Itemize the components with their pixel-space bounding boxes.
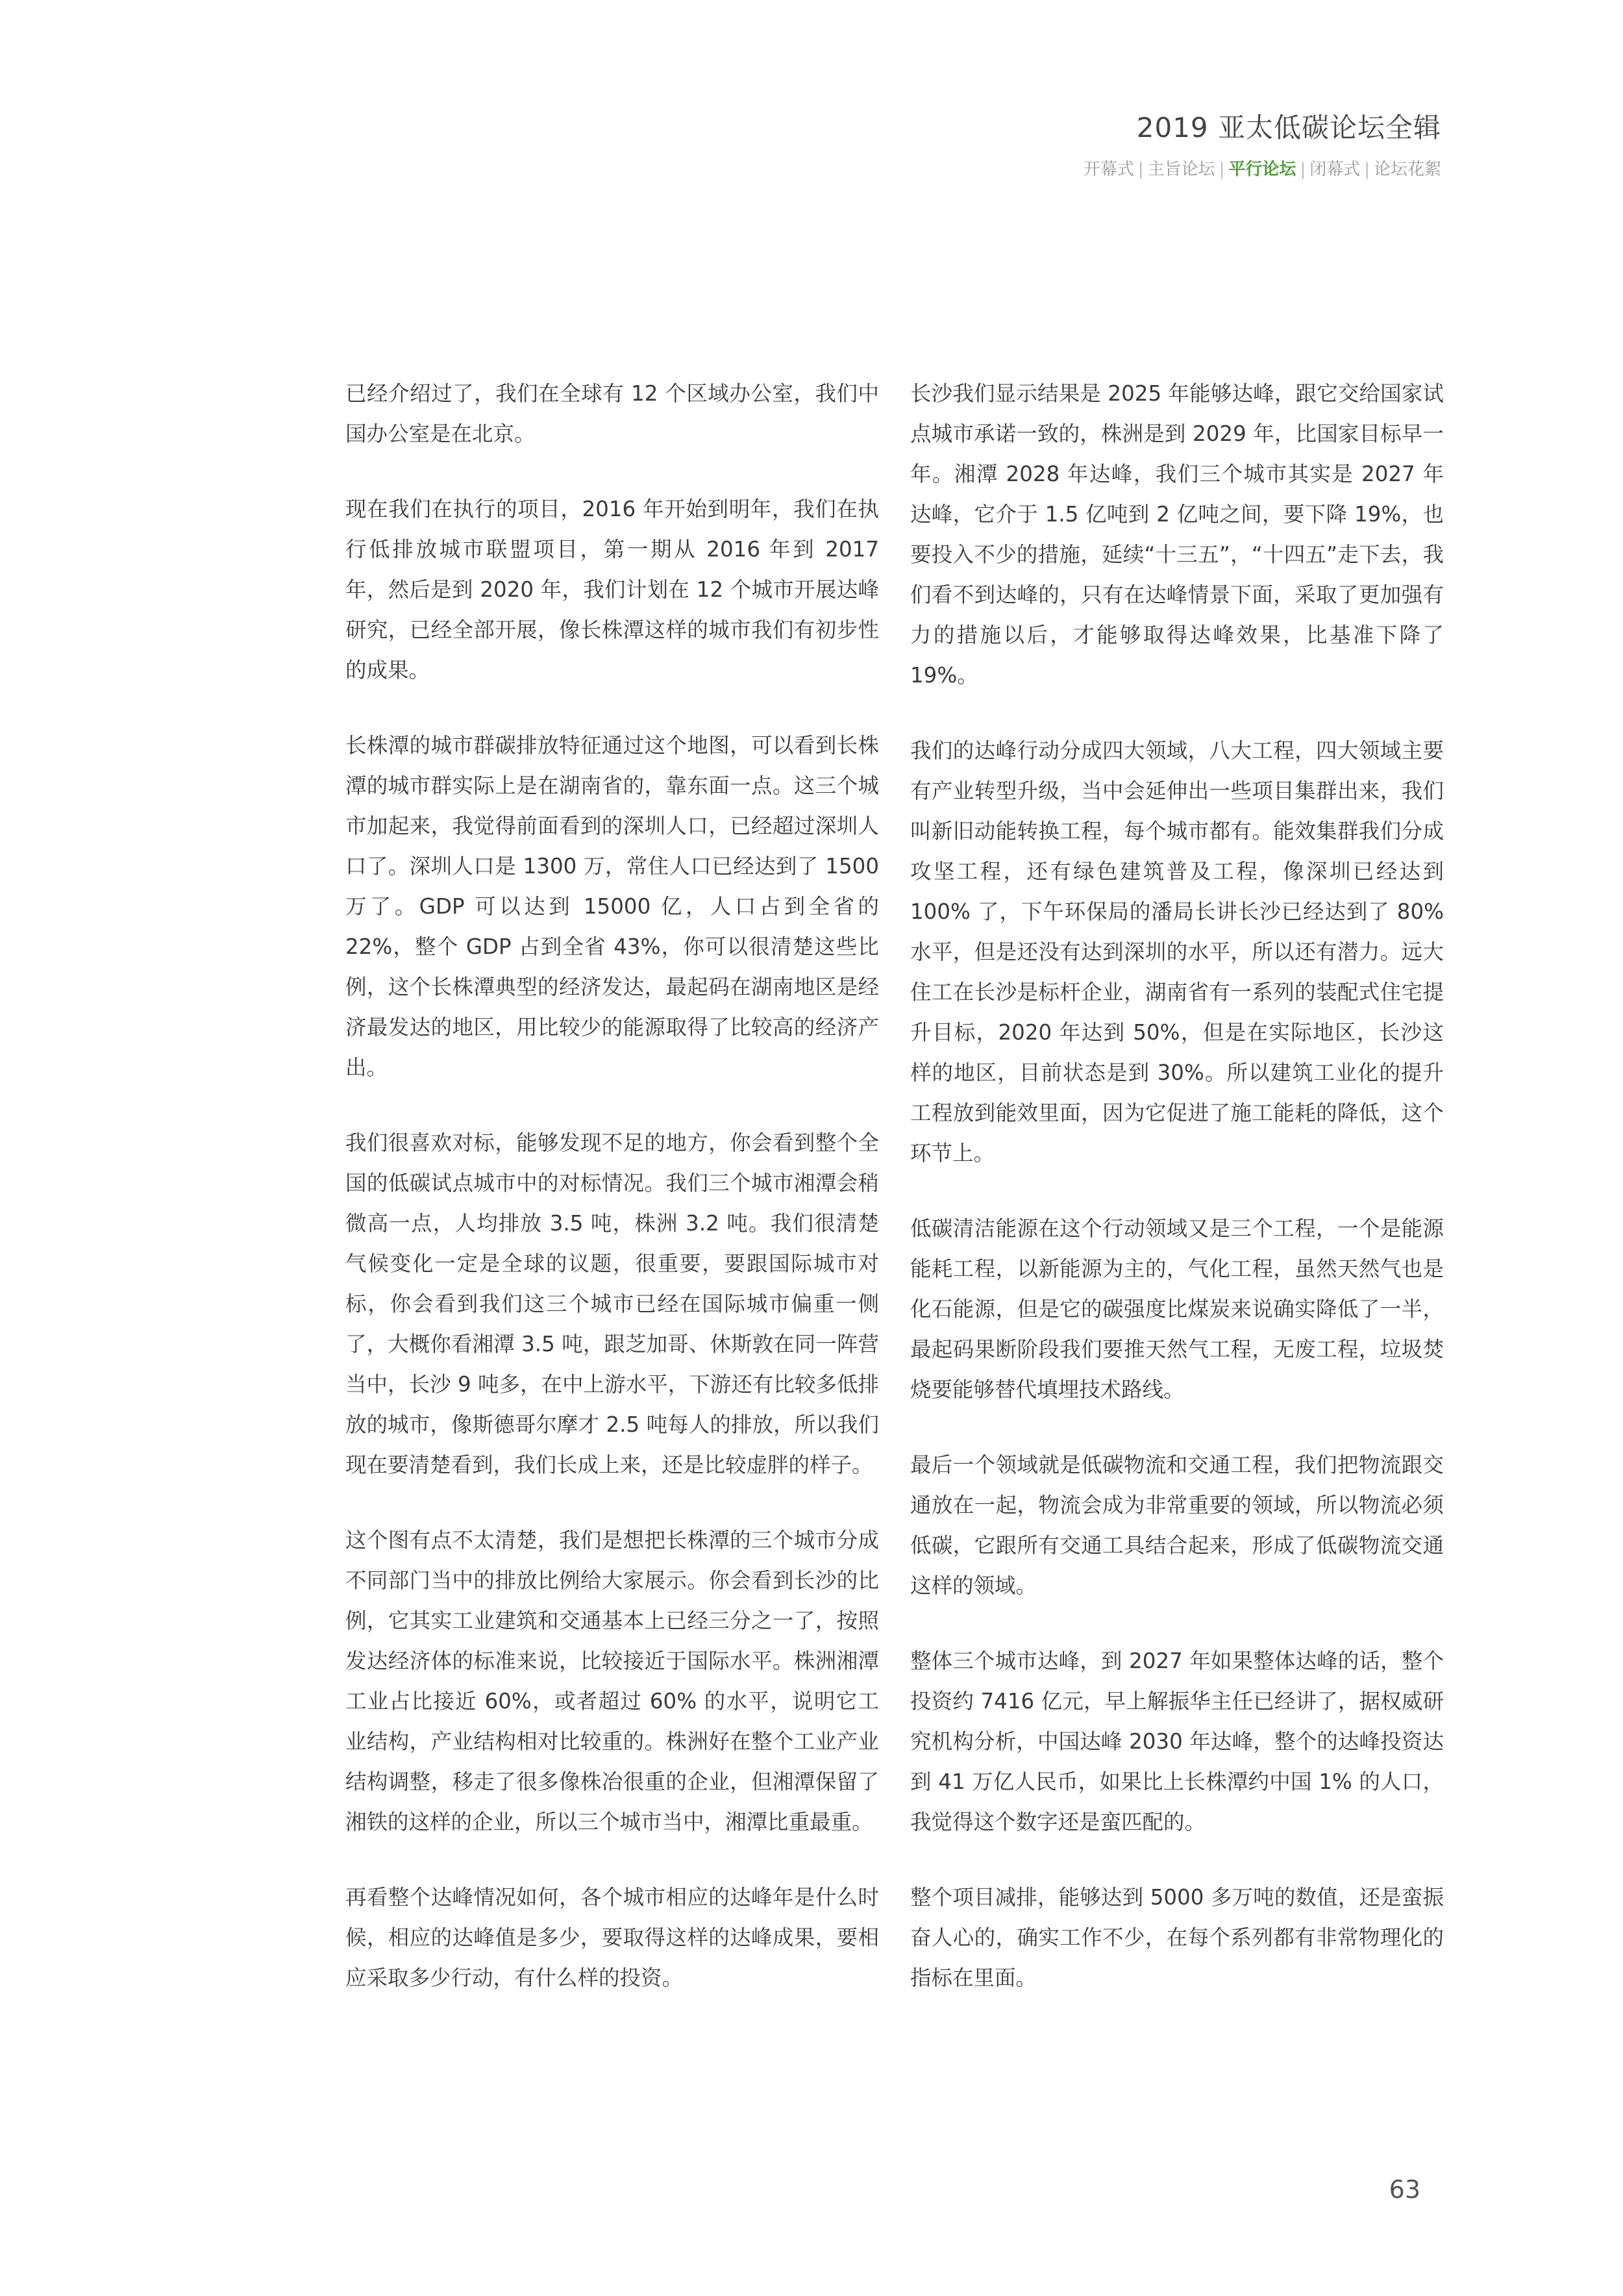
body-paragraph: 我们很喜欢对标，能够发现不足的地方，你会看到整个全国的低碳试点城市中的对标情况。我们三个城市湘潭会稍微高一点，人均排放 3.5 吨，株洲 3.2 吨。我们很清楚气候变化一定是全球的议题，很重要，要跟国际城市对标，你会看到我们这三个城市已经在国际城市偏重一侧了，大概你看湘潭 3.5 吨，跟芝加哥、休斯敦在同一阵营当中，长沙 9 吨多，在中上游水平，下游还有比较多低排放的城市，像斯德哥尔摩才 2.5 吨每人的排放，所以我们现在要清楚看到，我们长成上来，还是比较虚胖的样子。 — [345, 1130, 879, 1477]
body-paragraph: 整体三个城市达峰，到 2027 年如果整体达峰的话，整个投资约 7416 亿元，早上解振华主任已经讲了，据权威研究机构分析，中国达峰 2030 年达峰，整个的达峰投资达到 41 万亿人民币，如果比上长株潭约中国 1% 的人口，我觉得这个数字还是蛮匹配的。 — [910, 1649, 1444, 1834]
body-paragraph: 这个图有点不太清楚，我们是想把长株潭的三个城市分成不同部门当中的排放比例给大家展示。你会看到长沙的比例，它其实工业建筑和交通基本上已经三分之一了，按照发达经济体的标准来说，比较接近于国际水平。株洲湘潭工业占比接近 60%，或者超过 60% 的水平，说明它工业结构，产业结构相对比较重的。株洲好在整个工业产业结构调整，移走了很多像株冶很重的企业，但湘潭保留了湘铁的这样的企业，所以三个城市当中，湘潭比重最重。 — [345, 1528, 879, 1834]
nav-item-opening[interactable]: 开幕式 — [1083, 160, 1134, 180]
nav-item-closing[interactable]: 闭幕式 — [1309, 160, 1361, 180]
body-paragraph: 长沙我们显示结果是 2025 年能够达峰，跟它交给国家试点城市承诺一致的，株洲是到 2029 年，比国家目标早一年。湘潭 2028 年达峰，我们三个城市其实是 2027 年达峰，它介于 1.5 亿吨到 2 亿吨之间，要下降 19%，也要投入不少的措施，延续“十三五”，“十四五”走下去，我们看不到达峰的，只有在达峰情景下面，采取了更加强有力的措施以后，才能够取得达峰效果，比基准下降了 19%。 — [910, 381, 1444, 688]
body-paragraph: 已经介绍过了，我们在全球有 12 个区域办公室，我们中国办公室是在北京。 — [345, 381, 879, 446]
body-paragraph: 我们的达峰行动分成四大领域，八大工程，四大领域主要有产业转型升级，当中会延伸出一些项目集群出来，我们叫新旧动能转换工程，每个城市都有。能效集群我们分成攻坚工程，还有绿色建筑普及工程，像深圳已经达到 100% 了，下午环保局的潘局长讲长沙已经达到了 80% 水平，但是还没有达到深圳的水平，所以还有潜力。远大住工在长沙是标杆企业，湖南省有一系列的装配式住宅提升目标，2020 年达到 50%，但是在实际地区，长沙这样的地区，目前状态是到 30%。所以建筑工业化的提升工程放到能效里面，因为它促进了施工能耗的降低，这个环节上。 — [910, 738, 1444, 1166]
body-paragraph: 低碳清洁能源在这个行动领域又是三个工程，一个是能源能耗工程，以新能源为主的，气化工程，虽然天然气也是化石能源，但是它的碳强度比煤炭来说确实降低了一半，最起码果断阶段我们要推天然气工程，无废工程，垃圾焚烧要能够替代填埋技术路线。 — [910, 1216, 1444, 1402]
nav-item-highlights[interactable]: 论坛花絮 — [1373, 160, 1441, 180]
right-text-column — [910, 373, 1444, 2033]
body-paragraph: 现在我们在执行的项目，2016 年开始到明年，我们在执行低排放城市联盟项目，第一期从 2016 年到 2017 年，然后是到 2020 年，我们计划在 12 个城市开展达峰研究，已经全部开展，像长株潭这样的城市我们有初步性的成果。 — [345, 497, 879, 682]
nav-separator: | — [1364, 160, 1370, 180]
section-nav — [1084, 160, 1441, 180]
body-paragraph: 最后一个领域就是低碳物流和交通工程，我们把物流跟交通放在一起，物流会成为非常重要的领域，所以物流必须低碳，它跟所有交通工具结合起来，形成了低碳物流交通这样的领域。 — [910, 1453, 1444, 1598]
body-paragraph: 再看整个达峰情况如何，各个城市相应的达峰年是什么时候，相应的达峰值是多少，要取得这样的达峰成果，要相应采取多少行动，有什么样的投资。 — [345, 1885, 879, 1990]
page-number: 63 — [1389, 2175, 1420, 2204]
body-paragraph: 长株潭的城市群碳排放特征通过这个地图，可以看到长株潭的城市群实际上是在湖南省的，靠东面一点。这三个城市加起来，我觉得前面看到的深圳人口，已经超过深圳人口了。深圳人口是 1300 万，常住人口已经达到了 1500 万了。GDP 可以达到 15000 亿，人口占到全省的 22%，整个 GDP 占到全省 43%，你可以很清楚这些比例，这个长株潭典型的经济发达，最起码在湖南地区是经济最发达的地区，用比较少的能源取得了比较高的经济产出。 — [345, 733, 879, 1080]
nav-separator: | — [1219, 160, 1225, 180]
nav-separator: | — [1137, 160, 1144, 180]
left-text-column — [345, 373, 879, 2033]
nav-item-parallel-forum[interactable]: 平行论坛 — [1228, 160, 1296, 180]
nav-item-keynote-forum[interactable]: 主旨论坛 — [1147, 160, 1215, 180]
page-header — [1084, 112, 1441, 181]
body-paragraph: 整个项目减排，能够达到 5000 多万吨的数值，还是蛮振奋人心的，确实工作不少，在每个系列都有非常物理化的指标在里面。 — [910, 1885, 1444, 1990]
publication-title: 2019 亚太低碳论坛全辑 — [1136, 112, 1441, 144]
nav-separator: | — [1300, 160, 1306, 180]
